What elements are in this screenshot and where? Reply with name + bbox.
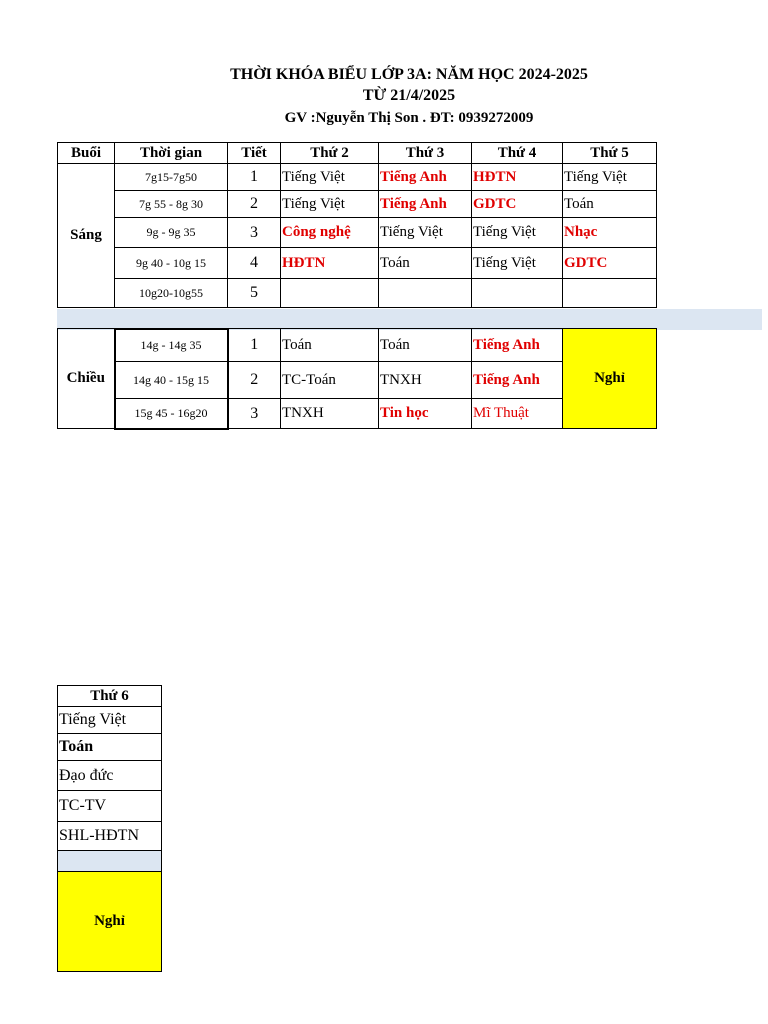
- subject-cell: Tiếng Anh: [472, 329, 563, 362]
- time-cell: 15g 45 - 16g20: [115, 399, 228, 429]
- session-label-afternoon: Chiều: [58, 329, 115, 429]
- time-cell: 14g 40 - 15g 15: [115, 362, 228, 399]
- period-cell: 3: [228, 218, 281, 248]
- period-cell: 2: [228, 362, 281, 399]
- period-cell: 2: [228, 191, 281, 218]
- subject-cell: HĐTN: [281, 248, 379, 279]
- col-header-tue: Thứ 3: [379, 143, 472, 164]
- table-row: [58, 218, 657, 248]
- time-cell: 10g20-10g55: [115, 279, 228, 308]
- subject-cell: TC-TV: [58, 791, 162, 822]
- session-label-morning: Sáng: [58, 164, 115, 308]
- subject-cell: Tiếng Việt: [472, 218, 563, 248]
- subject-cell: Tiếng Việt: [281, 164, 379, 191]
- subject-cell: GDTC: [472, 191, 563, 218]
- separator-row: [58, 308, 657, 329]
- timetable: [57, 142, 657, 430]
- col-header-mon: Thứ 2: [281, 143, 379, 164]
- subject-cell: Tin học: [379, 399, 472, 429]
- subject-cell: Tiếng Anh: [472, 362, 563, 399]
- subject-cell: TC-Toán: [281, 362, 379, 399]
- period-cell: 4: [228, 248, 281, 279]
- teacher-info: GV :Nguyễn Thị Son . ĐT: 0939272009: [284, 110, 534, 126]
- period-cell: 3: [228, 399, 281, 429]
- page-title: THỜI KHÓA BIỂU LỚP 3A: NĂM HỌC 2024-2025: [230, 66, 588, 83]
- subject-cell: TNXH: [281, 399, 379, 429]
- table-row: [58, 191, 657, 218]
- col-header-thu: Thứ 5: [563, 143, 657, 164]
- col-header-period: Tiết: [228, 143, 281, 164]
- separator-cell: [58, 308, 657, 329]
- day-off-cell: Nghỉ: [563, 329, 657, 429]
- header-row: [58, 143, 657, 164]
- table-row: [58, 164, 657, 191]
- date-subtitle: TỪ 21/4/2025: [362, 87, 456, 104]
- time-cell: 9g 40 - 10g 15: [115, 248, 228, 279]
- day-off-cell: Nghỉ: [58, 872, 162, 972]
- subject-cell: Toán: [563, 191, 657, 218]
- friday-table: [57, 685, 162, 972]
- time-cell: 9g - 9g 35: [115, 218, 228, 248]
- subject-cell: [563, 279, 657, 308]
- subject-cell: Công nghệ: [281, 218, 379, 248]
- subject-cell: GDTC: [563, 248, 657, 279]
- col-header-wed: Thứ 4: [472, 143, 563, 164]
- period-cell: 5: [228, 279, 281, 308]
- period-cell: 1: [228, 329, 281, 362]
- col-header-fri: Thứ 6: [58, 686, 162, 707]
- col-header-time: Thời gian: [115, 143, 228, 164]
- period-cell: 1: [228, 164, 281, 191]
- subject-cell: SHL-HĐTN: [58, 822, 162, 851]
- subject-cell: Tiếng Việt: [58, 707, 162, 734]
- table-row: [58, 248, 657, 279]
- subject-cell: TNXH: [379, 362, 472, 399]
- table-row: [58, 329, 657, 362]
- subject-cell: Nhạc: [563, 218, 657, 248]
- col-header-session: Buổi: [58, 143, 115, 164]
- subject-cell: Toán: [281, 329, 379, 362]
- subject-cell: Tiếng Anh: [379, 164, 472, 191]
- time-cell: 7g 55 - 8g 30: [115, 191, 228, 218]
- time-cell: 7g15-7g50: [115, 164, 228, 191]
- subject-cell: [281, 279, 379, 308]
- subject-cell: Đạo đức: [58, 761, 162, 791]
- subject-cell: [472, 279, 563, 308]
- subject-cell: Tiếng Việt: [379, 218, 472, 248]
- subject-cell: Tiếng Việt: [472, 248, 563, 279]
- subject-cell: [379, 279, 472, 308]
- subject-cell: Mĩ Thuật: [472, 399, 563, 429]
- subject-cell: Toán: [58, 734, 162, 761]
- time-cell: 14g - 14g 35: [115, 329, 228, 362]
- subject-cell: Toán: [379, 248, 472, 279]
- subject-cell: HĐTN: [472, 164, 563, 191]
- subject-cell: Tiếng Việt: [563, 164, 657, 191]
- separator-cell: [58, 851, 162, 872]
- subject-cell: Toán: [379, 329, 472, 362]
- subject-cell: Tiếng Việt: [281, 191, 379, 218]
- table-row: [58, 279, 657, 308]
- subject-cell: Tiếng Anh: [379, 191, 472, 218]
